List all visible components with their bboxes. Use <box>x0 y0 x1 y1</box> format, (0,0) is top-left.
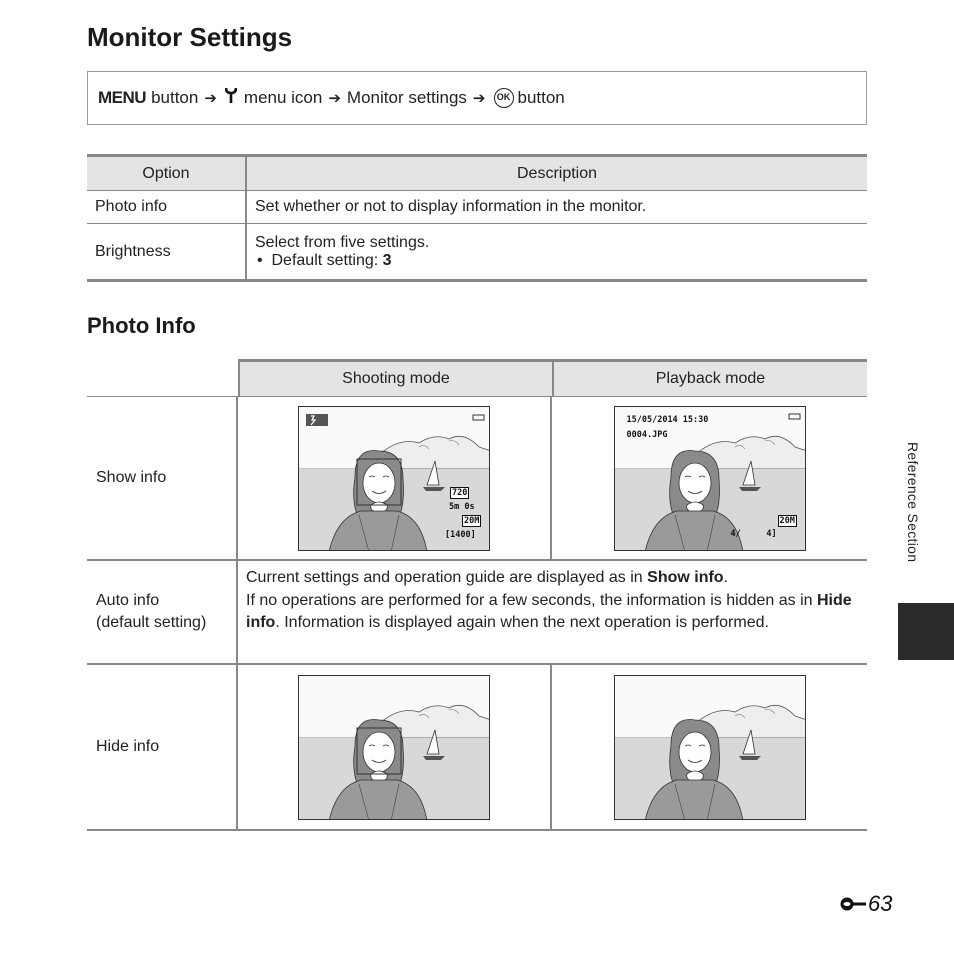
row-label: Show info <box>87 397 238 559</box>
menu-key: MENU <box>98 88 147 107</box>
desc-text: Current settings and operation guide are displayed as in <box>246 569 648 586</box>
table-row <box>87 397 867 561</box>
row-label-line1: Auto info <box>96 592 160 609</box>
frame-counter-label: 4/ 4] <box>730 528 777 539</box>
desc-bold: Hide info <box>246 591 852 631</box>
header-option: Option <box>87 156 246 191</box>
options-table <box>87 154 867 282</box>
file-name-label: 0004.JPG <box>626 429 668 440</box>
shots-remaining-label: [1400] <box>445 529 476 540</box>
nav-monitor-settings: Monitor settings <box>346 88 467 107</box>
image-cell <box>238 397 552 559</box>
row-label <box>87 561 238 663</box>
option-cell: Photo info <box>87 191 246 224</box>
table-row <box>87 224 867 281</box>
photo-info-table <box>87 359 867 831</box>
desc-text: . Information is displayed again when the next operation is performed. <box>275 614 769 631</box>
playback-screen-hide-info <box>614 675 806 820</box>
image-quality-label: 20M <box>779 515 795 526</box>
image-cell <box>238 665 552 829</box>
arrow-icon: ➔ <box>328 90 341 107</box>
desc-text: . <box>723 569 729 586</box>
image-quality-label: 20M <box>464 515 480 526</box>
bullet-label: Default setting: <box>271 251 383 269</box>
nav-button-text: button <box>151 88 199 107</box>
section-tab-marker <box>898 603 954 660</box>
shooting-screen-show-info <box>298 406 490 551</box>
shooting-screen-hide-info <box>298 675 490 820</box>
header-shooting-mode: Shooting mode <box>238 359 552 397</box>
page-number <box>840 891 892 917</box>
auto-info-description <box>238 561 867 663</box>
desc-text: If no operations are performed for a few seconds, the information is hidden as in <box>246 591 817 609</box>
nav-menu-icon-text: menu icon <box>243 88 323 107</box>
table-row <box>87 561 867 665</box>
scene-image <box>615 407 806 551</box>
bullet-value: 3 <box>382 251 392 269</box>
table-row <box>87 665 867 831</box>
image-cell <box>552 665 867 829</box>
desc-bold: Show info <box>647 569 724 586</box>
date-time-label: 15/05/2014 15:30 <box>626 414 709 425</box>
bullet-item: • Default setting: 3 <box>257 251 392 269</box>
arrow-icon: ➔ <box>204 90 217 107</box>
menu-path-box <box>87 71 867 125</box>
row-label-line2: (default setting) <box>96 614 207 631</box>
page-number-text: 63 <box>868 891 893 916</box>
page-title: Monitor Settings <box>87 22 293 52</box>
side-tab-label: Reference Section <box>905 442 921 563</box>
description-text: Select from five settings. <box>255 233 430 251</box>
image-cell <box>552 397 867 559</box>
header-description: Description <box>246 156 867 191</box>
header-blank <box>87 359 238 397</box>
table-row <box>87 191 867 224</box>
movie-size-label: 720 <box>452 487 468 498</box>
nav-button-text: button <box>517 88 565 107</box>
wrench-icon <box>225 87 237 109</box>
arrow-icon: ➔ <box>472 90 486 107</box>
movie-time-label: 5m 0s <box>449 501 475 512</box>
description-cell <box>246 224 867 281</box>
reference-section-icon <box>840 896 867 912</box>
header-playback-mode: Playback mode <box>552 359 867 397</box>
section-title: Photo Info <box>87 313 196 338</box>
option-cell: Brightness <box>87 224 246 281</box>
scene-image <box>615 676 806 820</box>
description-cell: Set whether or not to display information in the monitor. <box>246 191 867 224</box>
ok-button-icon: OK <box>494 88 514 108</box>
row-label: Hide info <box>87 665 238 829</box>
playback-screen-show-info <box>614 406 806 551</box>
scene-image <box>299 676 490 820</box>
